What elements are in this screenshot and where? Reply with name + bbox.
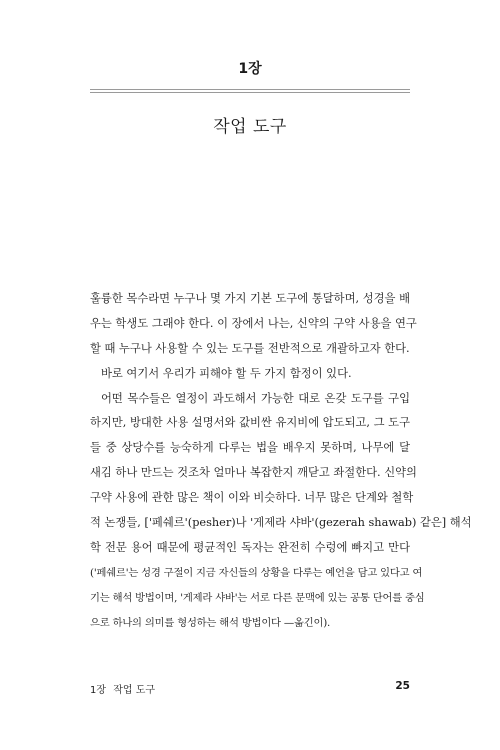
body-line-10: 적 논쟁들, ['페쉐르'(pesher)나 '게제라 샤바'(gezerah shawab) 같은] 해석 (90, 516, 472, 530)
body-line-3: 할 때 누구나 사용할 수 있는 도구를 전반적으로 개괄하고자 한다. (90, 341, 410, 355)
translator-note-line-1: ('페쉐르'는 성경 구절이 지금 자신들의 상황을 다루는 예언을 담고 있다고 여 (90, 566, 423, 579)
translator-note-line-3: 으로 하나의 의미를 형성하는 해석 방법이다 —옮긴이). (90, 616, 331, 629)
footer-chapter-name: 작업 도구 (113, 685, 156, 696)
body-line-2: 우는 학생도 그래야 한다. 이 장에서 나는, 신약의 구약 사용을 연구 (90, 316, 417, 330)
body-text (90, 287, 472, 635)
body-line-11: 학 전문 용어 때문에 평균적인 독자는 완전히 수렁에 빠지고 만다 (90, 540, 410, 554)
page-number: 25 (395, 680, 410, 692)
body-line-1: 훌륭한 목수라면 누구나 몇 가지 기본 도구에 통달하며, 성경을 배 (90, 292, 410, 305)
running-footer (90, 681, 159, 696)
header-rule-bottom (90, 92, 410, 93)
chapter-label: 1장 (238, 61, 262, 77)
body-line-4: 바로 여기서 우리가 피해야 할 두 가지 함정이 있다. (101, 366, 352, 380)
body-line-6: 하지만, 방대한 사용 설명서와 값비싼 유지비에 압도되고, 그 도구 (90, 416, 410, 430)
translator-note-line-2: 기는 해석 방법이며, '게제라 샤바'는 서로 다른 문맥에 있는 공통 단어를 중심 (90, 591, 425, 604)
body-line-7: 들 중 상당수를 능숙하게 다루는 법을 배우지 못하며, 나무에 달 (90, 441, 410, 455)
body-line-9: 구약 사용에 관한 많은 책이 이와 비슷하다. 너무 많은 단계와 철학 (90, 491, 414, 505)
header-rule-top (90, 89, 410, 90)
footer-chapter-number: 1장 (90, 685, 107, 696)
body-line-5: 어떤 목수들은 열정이 과도해서 가능한 대로 온갖 도구를 구입 (101, 391, 410, 405)
body-line-8: 새김 하나 만드는 것조차 얼마나 복잡한지 깨닫고 좌절한다. 신약의 (90, 466, 417, 480)
chapter-title: 작업 도구 (213, 117, 287, 137)
